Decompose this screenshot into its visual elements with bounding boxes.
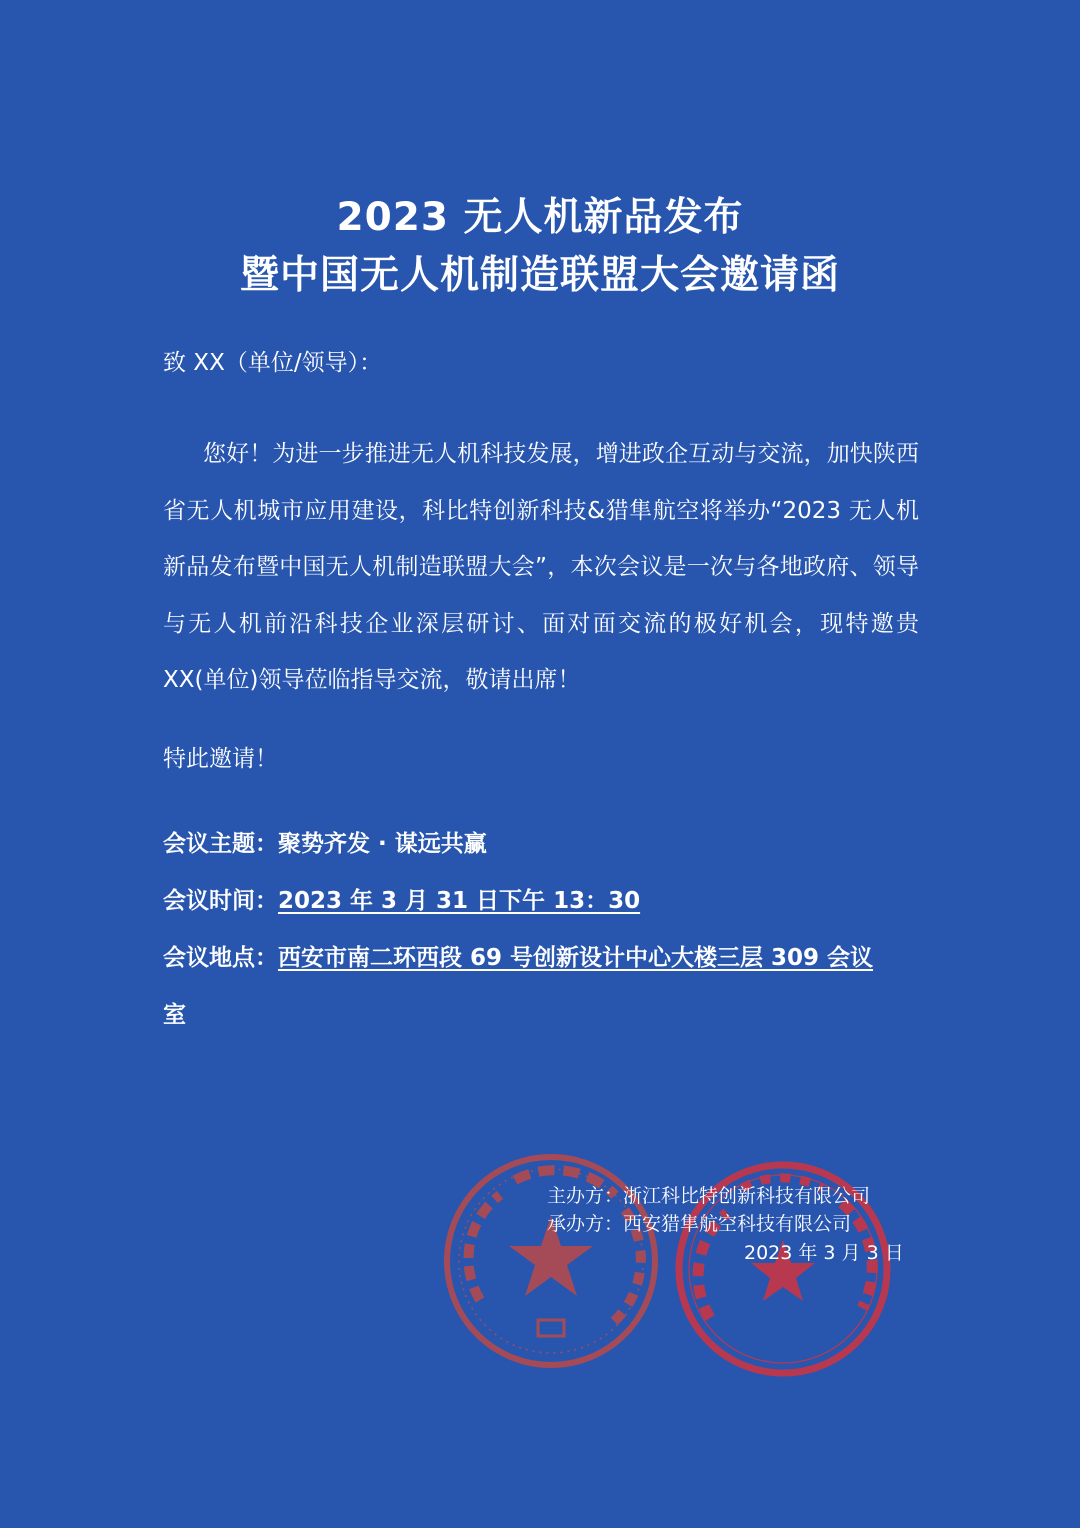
meeting-venue [163,939,873,972]
host-organizer: 主办方：浙江科比特创新科技有限公司 [547,1185,871,1207]
meeting-venue-value-cont: 室 [163,1002,186,1028]
title-line-1: 2023 无人机新品发布 [336,195,744,240]
co-host-organizer: 承办方：西安猎隼航空科技有限公司 [547,1213,852,1235]
meeting-theme-value: 聚势齐发 · 谋远共赢 [278,831,487,857]
meeting-venue-label: 会议地点： [163,945,278,971]
salutation: 致 XX（单位/领导）： [163,350,383,376]
meeting-venue-continued [163,996,186,1029]
invitation-body: 您好！为进一步推进无人机科技发展，增进政企互动与交流，加快陕西省无人机城市应用建设，科比特创新科技&猎隼航空将举办“2023 无人机新品发布暨中国无人机制造联盟大会”，本次会议是一次与各地政府、领导与无人机前沿科技企业深层研讨、面对面交流的极好机会，现特邀贵 XX(单位)领导莅临指导交流，敬请出席！ [163,441,919,693]
closing-line: 特此邀请！ [163,746,278,772]
meeting-time-value: 2023 年 3 月 31 日下午 13：30 [278,888,641,914]
title-line-2: 暨中国无人机制造联盟大会邀请函 [239,253,840,298]
meeting-venue-value: 西安市南二环西段 69 号创新设计中心大楼三层 309 会议 [278,945,874,971]
meeting-theme-label: 会议主题： [163,831,278,857]
meeting-time [163,882,640,915]
issue-date: 2023 年 3 月 3 日 [744,1242,904,1264]
meeting-time-label: 会议时间： [163,888,278,914]
meeting-theme [163,825,487,858]
